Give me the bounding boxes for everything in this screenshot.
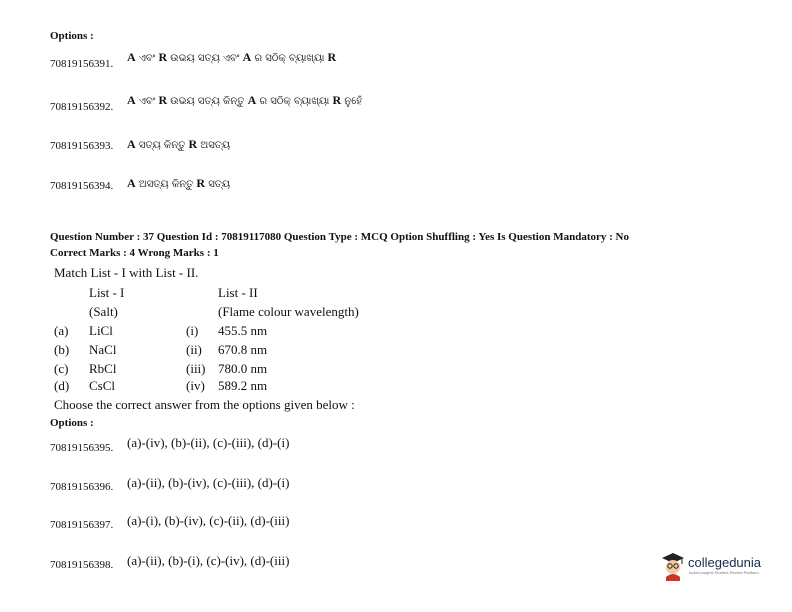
option-id: 70819156391.: [50, 58, 114, 70]
list1-value: CsCl: [89, 378, 116, 393]
list2-title: List - II: [218, 285, 258, 300]
option-id: 70819156395.: [50, 442, 114, 454]
choose-instruction: Choose the correct answer from the options given below :: [54, 397, 355, 412]
list1-label: (a): [54, 323, 69, 338]
list1-label: (d): [54, 378, 70, 393]
list2-subtitle: (Flame colour wavelength): [218, 304, 359, 319]
list2-value: 589.2 nm: [218, 378, 268, 393]
option-id: 70819156397.: [50, 519, 114, 531]
list2-label: (iii): [186, 361, 206, 376]
option-text: (a)-(iv), (b)-(ii), (c)-(iii), (d)-(i): [127, 435, 290, 450]
list2-label: (iv): [186, 378, 205, 393]
list2-value: 780.0 nm: [218, 361, 268, 376]
option-text: A ଏବଂ R ଉଭୟ ସତ୍ୟ କିନ୍ତୁ A ର ସଠିକ୍ ବ୍ୟାଖ୍ୟା R ନୁହେଁ: [127, 93, 363, 107]
list1-value: LiCl: [89, 323, 113, 338]
list2-label: (i): [186, 323, 199, 338]
question-header-line1: Question Number : 37 Question Id : 70819117080 Question Type : MCQ Option Shuffling : Yes Is Question Mandatory : No: [50, 231, 629, 243]
option-text: A ଏବଂ R ଉଭୟ ସତ୍ୟ ଏବଂ A ର ସଠିକ୍ ବ୍ୟାଖ୍ୟା R: [127, 50, 337, 64]
graduate-mascot-icon: [660, 551, 686, 581]
list1-label: (c): [54, 361, 69, 376]
option-id: 70819156396.: [50, 481, 114, 493]
question-header-line2: Correct Marks : 4 Wrong Marks : 1: [50, 247, 219, 259]
question-instruction: Match List - I with List - II.: [54, 265, 199, 280]
option-text: (a)-(i), (b)-(iv), (c)-(ii), (d)-(iii): [127, 513, 290, 528]
option-text: A ଅସତ୍ୟ କିନ୍ତୁ R ସତ୍ୟ: [127, 176, 231, 190]
prev-options-label: Options :: [50, 30, 94, 42]
option-id: 70819156394.: [50, 180, 114, 192]
list1-label: (b): [54, 342, 70, 357]
collegedunia-logo: [660, 551, 760, 585]
option-id: 70819156393.: [50, 140, 114, 152]
list1-value: NaCl: [89, 342, 117, 357]
list2-value: 670.8 nm: [218, 342, 268, 357]
option-text: A ସତ୍ୟ କିନ୍ତୁ R ଅସତ୍ୟ: [127, 137, 231, 151]
options-label: Options :: [50, 417, 94, 429]
logo-tagline: India's largest Student Review Platform: [689, 570, 759, 575]
option-id: 70819156392.: [50, 101, 114, 113]
option-text: (a)-(ii), (b)-(i), (c)-(iv), (d)-(iii): [127, 553, 290, 568]
list2-value: 455.5 nm: [218, 323, 268, 338]
option-text: (a)-(ii), (b)-(iv), (c)-(iii), (d)-(i): [127, 475, 290, 490]
logo-name: collegedunia: [688, 555, 762, 570]
option-id: 70819156398.: [50, 559, 114, 571]
list1-subtitle: (Salt): [89, 304, 118, 319]
list1-title: List - I: [89, 285, 125, 300]
list2-label: (ii): [186, 342, 202, 357]
list1-value: RbCl: [89, 361, 117, 376]
